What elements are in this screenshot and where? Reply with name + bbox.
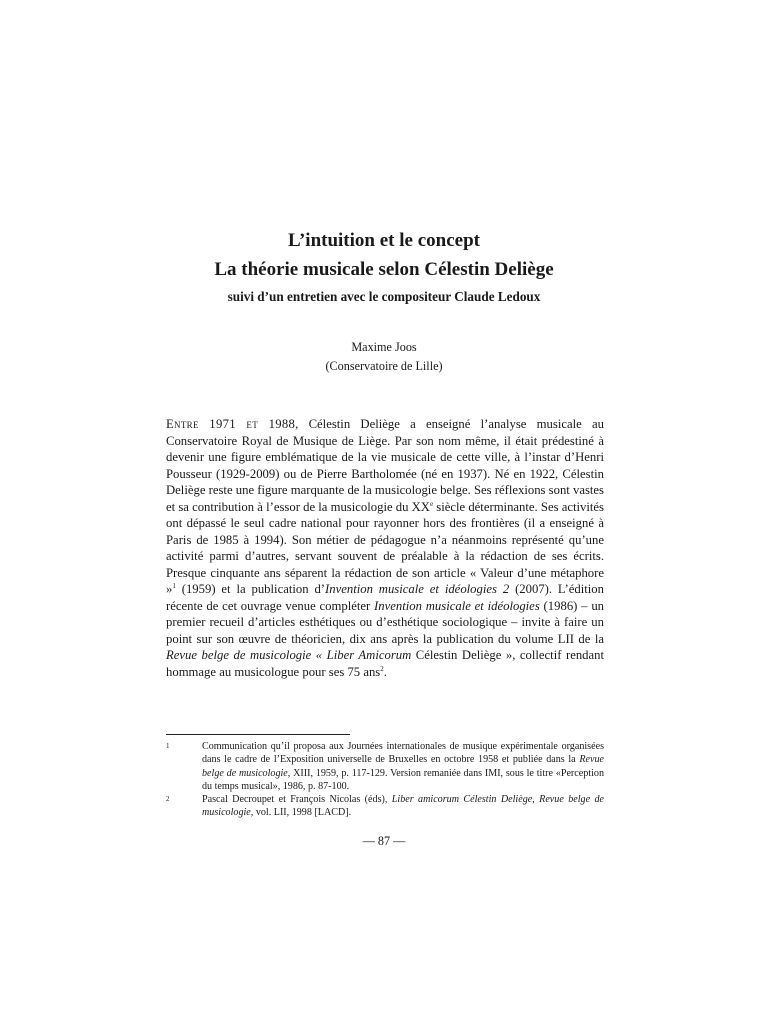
journal-title: Revue belge de musicologie « Liber Amicorum [166, 648, 412, 662]
footnote-text [202, 793, 604, 820]
footnote-book-title: Liber amicorum Célestin Deliège, Revue belge de musicologie [202, 794, 604, 819]
book-title: Invention musicale et idéologies 2 [325, 582, 510, 596]
footnote-text-segment: , vol. LII, 1998 [LACD]. [250, 807, 352, 819]
body-text-segment: . [383, 664, 387, 679]
footnote-ref-1[interactable]: 1 [172, 581, 176, 590]
footnote-journal-title: Revue belge de musicologie [202, 754, 604, 779]
body-text-segment: (2007). L’édition récente de cet ouvrage venue compléter [166, 582, 604, 613]
body-paragraph [166, 416, 604, 680]
title-block [0, 226, 768, 308]
article-subtitle: La théorie musicale selon Célestin Deliège [214, 259, 554, 280]
footnote [166, 793, 604, 820]
footnote-text-segment: Pascal Decroupet et François Nicolas (éds), [202, 794, 392, 806]
footnote-text [202, 740, 604, 793]
opening-small-caps: Entre 1971 et 1988 [166, 417, 296, 431]
footnote-divider [166, 734, 350, 735]
author-affiliation: (Conservatoire de Lille) [325, 359, 443, 373]
article-title: L’intuition et le concept [288, 230, 480, 251]
body-text-segment: (1959) et la publication d’ [175, 582, 326, 596]
body-text-segment: Célestin Deliège », collectif rendant hommage au musicologue pour ses 75 ans [166, 648, 605, 679]
footnote [166, 740, 604, 793]
body-text-segment: (1986) – un premier recueil d’articles esthétiques ou d’esthétique sociologique – invite à faire un point sur son œuvre de théoricien, dix ans après la publication du volume LII de la [166, 598, 605, 646]
footnote-text-segment: Communication qu’il proposa aux Journées internationales de musique expérimentale organisées dans le cadre de l’Exposition universelle de Bruxelles en octobre 1958 et publiée dans la [202, 741, 604, 766]
article-subtitle-secondary: suivi d’un entretien avec le compositeur Claude Ledoux [227, 289, 541, 304]
footnotes [166, 740, 604, 820]
body-text-segment: siècle déterminante. Ses activités ont dépassé le seul cadre national pour rayonner hors des frontières (il a enseigné à Paris de 1985 à 1994). Son métier de pédagogue n’a néanmoins représenté qu’une activité parmi d’autres, servant souvent de préalable à la rédaction de ses écrits. Presque cinquante ans séparent la rédaction de son article « Valeur d’une métaphore » [166, 499, 604, 596]
page-number: — 87 — [362, 834, 406, 848]
century-superscript: e [429, 499, 434, 508]
book-title: Invention musicale et idéologies [374, 598, 540, 613]
author-name: Maxime Joos [351, 340, 417, 354]
footnote-ref-2[interactable]: 2 [380, 664, 384, 673]
footnote-text-segment: , XIII, 1959, p. 117-129. Version remaniée dans IMI, sous le titre «Perception du temps musical», 1986, p. 87-100. [202, 767, 604, 792]
author-block [0, 338, 768, 376]
footnote-number: 1 [166, 742, 170, 750]
footnote-number: 2 [166, 795, 170, 804]
body-text-segment: , Célestin Deliège a enseigné l’analyse musicale au Conservatoire Royal de Musique de Liège. Par son nom même, il était prédestiné à devenir une figure emblématique de la vie musicale de cette ville, à l’instar d’Henri Pousseur (1929-2009) ou de Pierre Bartholomée (né en 1937). Né en 1922, Célestin Deliège reste une figure marquante de la musicologie belge. Ses réflexions sont vastes et sa contribution à l’essor de la musicologie du XX [166, 417, 604, 514]
